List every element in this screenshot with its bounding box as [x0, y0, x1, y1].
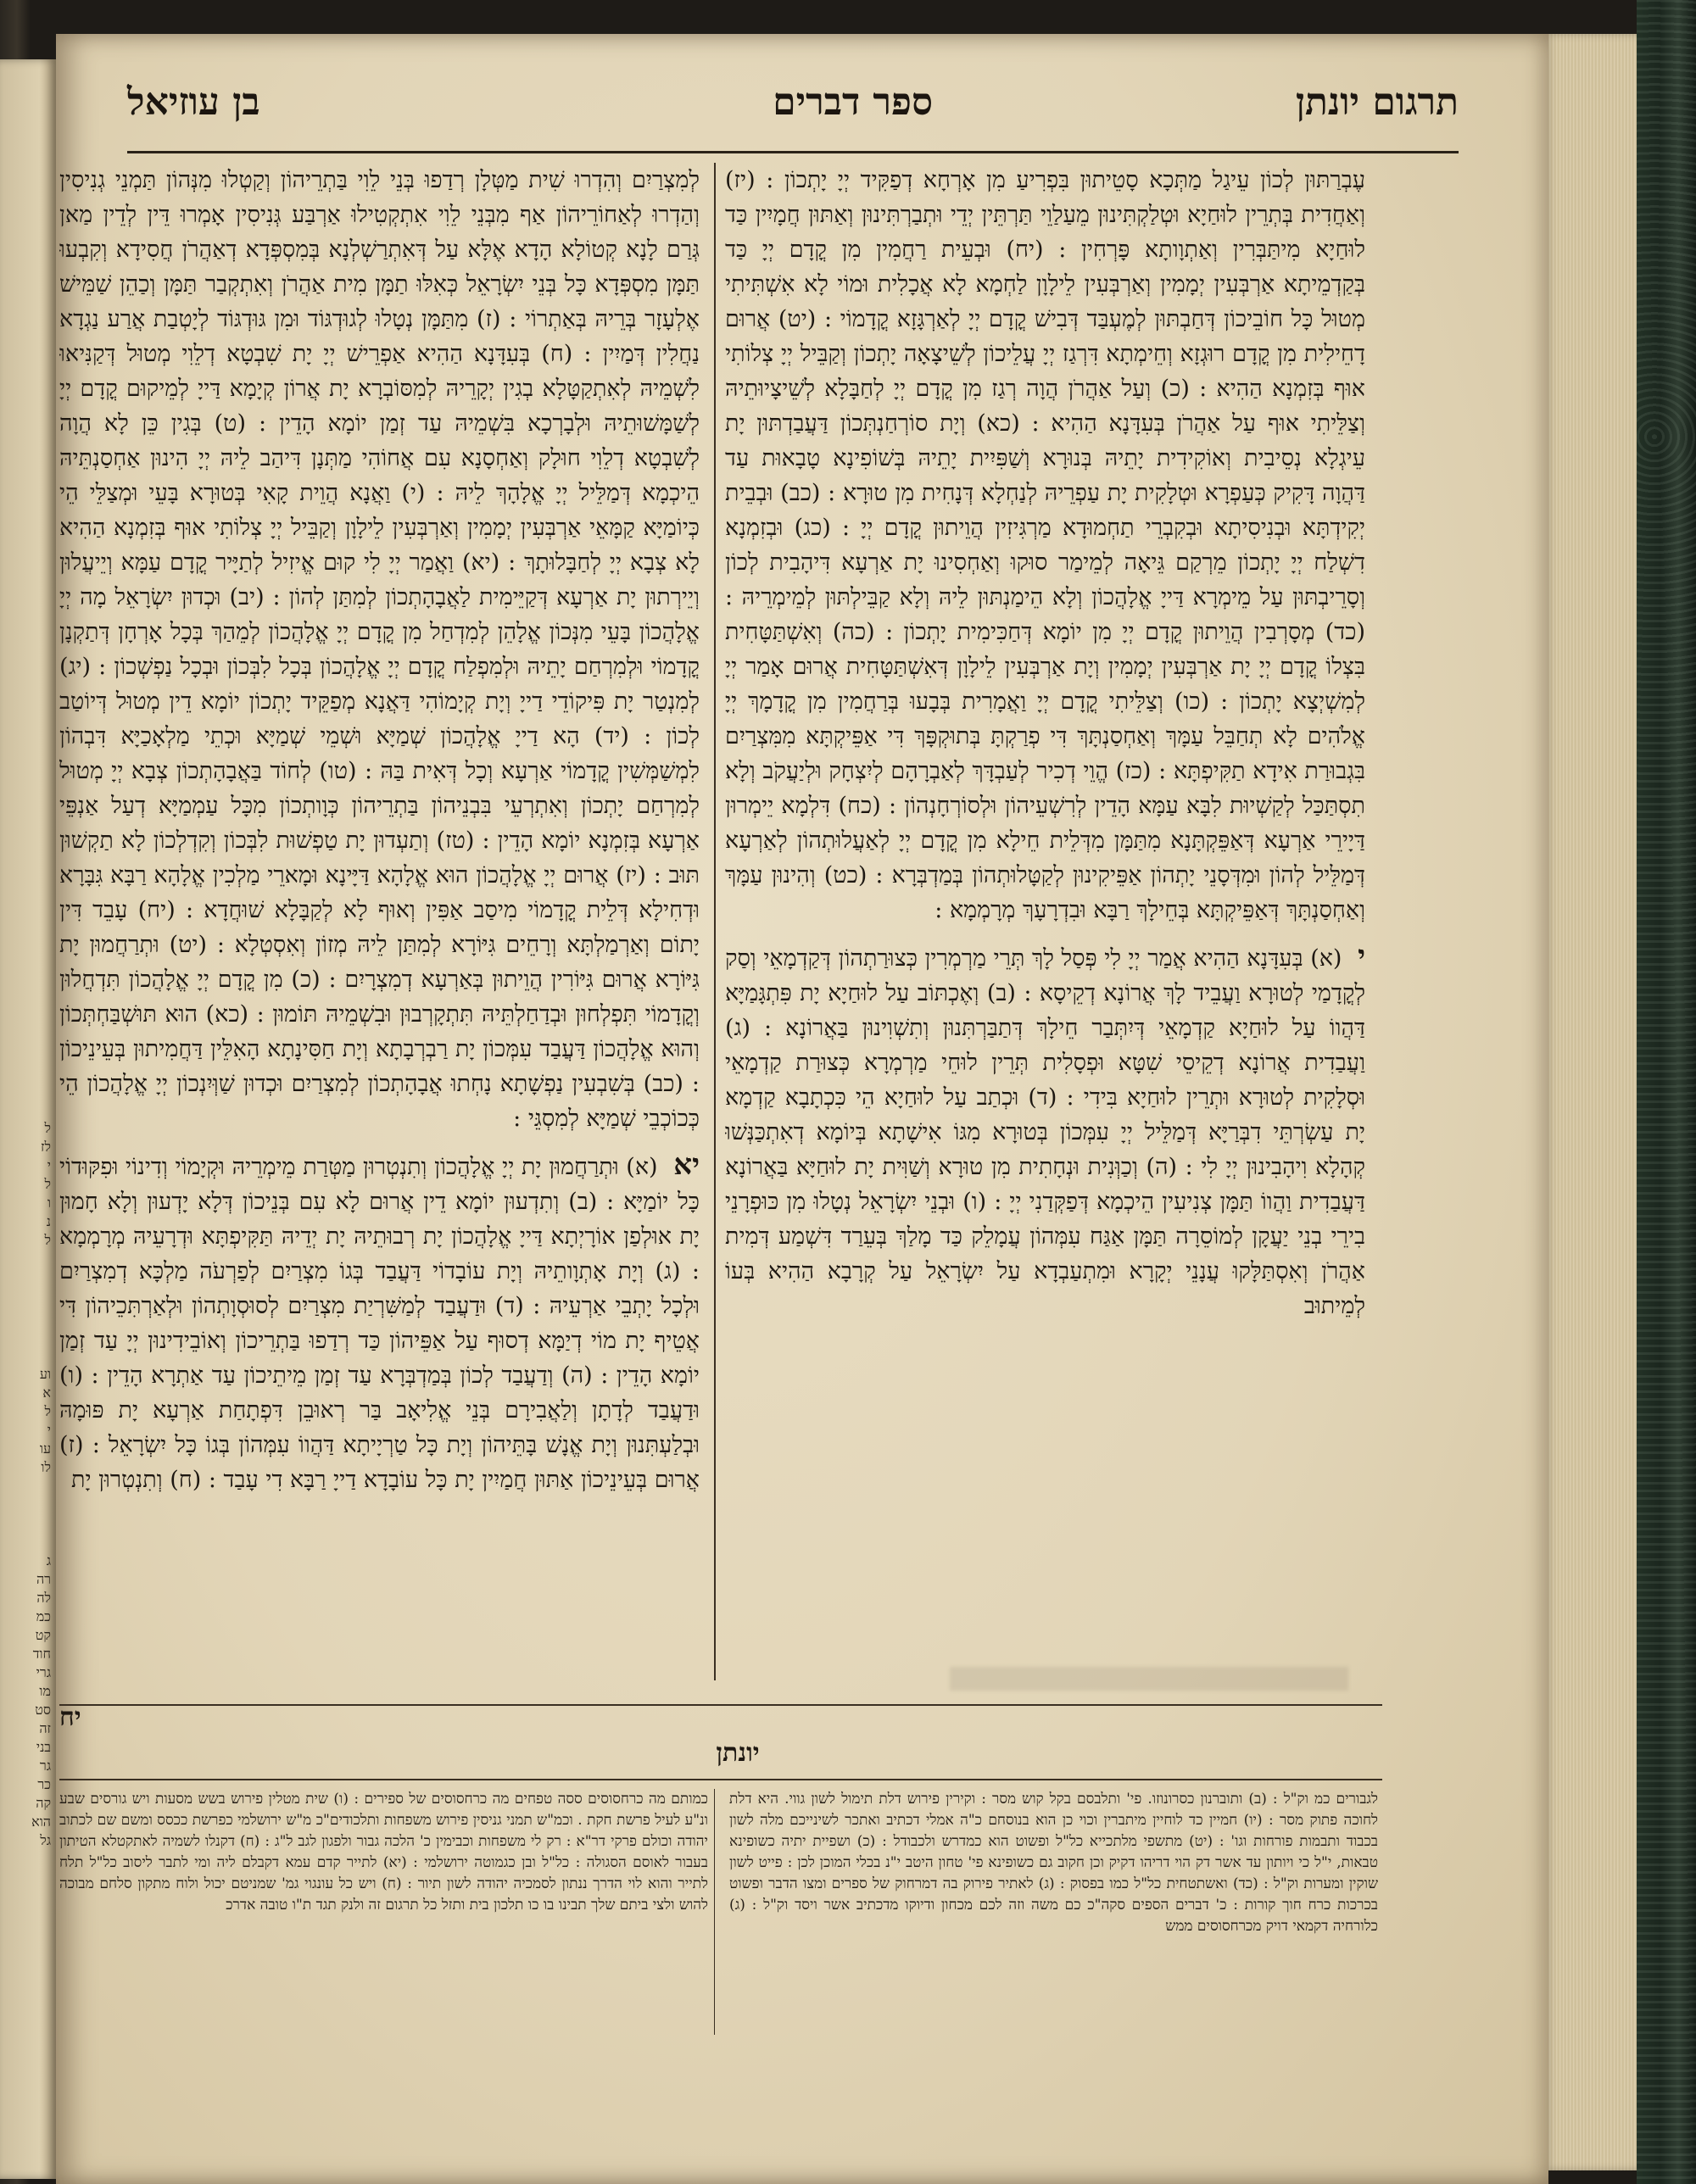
margin-fragment: ל לז י ל ו נ ל	[41, 1120, 51, 1248]
catchword: יח	[59, 1702, 81, 1732]
column-divider	[714, 163, 716, 1680]
footnotes-divider	[714, 1789, 715, 2035]
chapter-text: (א) וּתְרַחֲמוּן יָת יְיָ אֱלָהֲכוֹן וְתִנְטְרוּן מַטְּרַת מֵימְרֵיהּ וּקְיָמוֹי וְדִינוֹי וּפִקּוּדוֹי כָּל יוֹמַיָּא : (ב) וְתִדְעוּן יוֹמָא דֵין אֲרוּם לָא עִם בְּנֵיכוֹן דְּלָא יָדְעוּן וְלָא חָמוּן יָת אוּלְפַן אוֹרָיְתָא דַּייָ אֱלָהֲכוֹן יָת רְבוּתֵיהּ יָת יְדֵיהּ תַּקִּיפְתָּא וּדְרָעֵיהּ מְרָמְמָא : (ג) וְיָת אָתְוָותֵיהּ וְיָת עוֹבָדוֹי דַּעֲבַד בְּגוֹ מִצְרַיִם לְפַרְעֹה מַלְכָּא דְמִצְרַיִם וּלְכָל יָתְבֵי אַרְעֵיהּ : (ד) וּדַעֲבַד לְמַשִּׁרְיַת מִצְרַיִם לְסוּסְוָתְהוֹן וּלְאַרְתִּכֵיהוֹן דִּי אֲטֵיף יָת מוֹי דְיַמָּא דְסוּף עַל אַפֵּיהוֹן כַּד רְדַפוּ בַּתְרֵיכוֹן וְאוֹבֵידִינוּן יְיָ עַד זְמַן יוֹמָא הָדֵין : (ה) וְדַעֲבַד לְכוֹן בְּמַדְבְּרָא עַד זְמַן מֵיתֵיכוֹן עַד אַתְרָא הָדֵין : (ו) וּדַעֲבַד לְדָתָן וְלַאֲבִירָם בְּנֵי אֱלִיאָב בַּר רְאוּבֵן דִּפְתָחַת אַרְעָא יָת פּוּמָהּ וּבְלַעְתִּנוּן וְיָת אֱנָשׁ בָּתֵּיהוֹן וְיָת כָּל טַרְיָיתָא דַּהֲווֹ עִמְּהוֹן בְּגוֹ כָּל יִשְׂרָאֵל : (ז) אֲרוּם בְּעֵינֵיכוֹן אַתּוּן חֲמַיִין יָת כָּל עוֹבָדָא דַייָ רַבָּא דִי עָבַד : (ח) וְתִנְטְרוּן יָת	[59, 1154, 700, 1493]
running-head-right: תרגום יונתן	[1295, 81, 1459, 124]
show-through	[950, 1667, 1348, 1691]
footnotes-rule	[59, 1779, 1382, 1780]
facing-page-edge	[0, 59, 56, 2179]
chapter-text: (א) בְּעִדָּנָא הַהִיא אֲמַר יְיָ לִי פְּסַל לָךְ תְּרֵי מַרְמְרִין כְּצוּרַתְהוֹן דְּקַדְמָאֵי וְסַק לְקֳדָמַי לְטוּרָא וַעֲבֵיד לָךְ אֲרוֹנָא דְקֵיסָא : (ב) וְאֶכְתּוֹב עַל לוּחַיָא יָת פִּתְגָּמַיָּא דַּהֲווֹ עַל לוּחַיָא קַדְמָאֵי דְּיִתְּבַר חֵילָךְ דְּתַבַּרְתִּנוּן וְתִשְׁוִינוּן בַּאֲרוֹנָא : (ג) וַעֲבַדִית אֲרוֹנָא דְקֵיסֵי שִׁטָּא וּפְסָלִית תְּרֵין לוּחֵי מַרְמְרָא כְּצוּרַת קַדְמָאֵי וּסְלָקִית לְטוּרָא וּתְרֵין לוּחַיָא בִּידִי : (ד) וּכְתַב עַל לוּחַיָא הֵי כִּכְתָבָא קַדְמָא יָת עַשְׂרְתֵּי דִבְּרַיָּא דְּמַלֵּיל יְיָ עִמְּכוֹן בְּטוּרָא מִגּוֹ אִישָׁתָא בְּיוֹמָא דְאִתְכַּנְּשׁוּ קְהָלָא וִיהָבִינוּן יְיָ לִי : (ה) וְכַוְּנִית וּנְחָתִית מִן טוּרָא וְשַׁוִּית יָת לוּחַיָּא בַּאֲרוֹנָא דַּעֲבַדִית וַהֲווֹ תַּמָּן צְנִיעִין הֵיכְמָא דְּפַקְּדַנִי יְיָ : (ו) וּבְנֵי יִשְׂרָאֵל נְטָלוּ מִן כּוּפְרָנֵי בִירֵי בְנֵי יַעֲקָן לְמוֹסֵרָה תַּמָּן אַגַּח עִמְּהוֹן עֲמָלֵק כַּד מָלַךְ בְּעֵרַד דִּשְׁמַע דְּמִית אַהֲרֹן וְאִסְתַּלָּקוּ עֲנָנֵי יְקָרָא וּמִתְעַבְדָא עַל יִשְׂרָאֵל עַל קְרָבָא הַהִיא בְּעוֹ לְמֵיתוּב	[725, 945, 1365, 1319]
paragraph: לְמִצְרַיִם וְהִדְרוּ שִׁית מַטְּלָן רְדַפוּ בְּנֵי לֵוִי בַּתְרֵיהוֹן וְקַטְלוּ מִנְּהוֹן תַּמְנֵי גְנִיסִין וְהַדְרוּ לְאַחוֹרֵיהוֹן אַף מִבְּנֵי לֵוִי אִתְקְטִילוּ אַרְבַּע גְּנִיסִין אָמְרוּ דֵּין לְדֵין מַאן גְּרַם לָנָא קְטוֹלָא הָדָא אֶלָּא עַל דְּאִתְרַשְׁלְנָא בְּמִסְפְּדָא דְאַהֲרֹן חֲסִידָא וְקִבְעוּ תַּמָּן מִסְפְּדָא כָּל בְּנֵי יִשְׂרָאֵל כְּאִלּוּ תַמָּן מִית אַהֲרֹן וְאִתְקְבַר תַּמָּן וְכַהֵן שַׁמֵּישׁ אֶלְעָזָר בְּרֵיהּ בְּאַתְרוֹי : (ז) מִתַּמָּן נְטָלוּ לְגוּדְגּוֹד וּמִן גּוּדְגּוֹד לְיָטְבַת אֲרַע נַגְדָא נַחֲלִין דְּמַיִין : (ח) בְּעִדָּנָא הַהִיא אַפְרֵישׁ יְיָ יָת שִׁבְטָא דְלֵוִי מְטוּל דְּקַנִּיאוּ לִשְׁמֵיהּ לְאִתְקַטָּלָא בְגִין יְקָרֵיהּ לְמִסּוֹבְרָא יָת אֲרוֹן קְיָמָא דַּייָ לְמֵיקוּם קֳדָם יְיָ לְשַׁמָּשׁוּתֵיהּ וּלְבָרְכָא בִּשְׁמֵיהּ עַד זְמַן יוֹמָא הָדֵין : (ט) בְּגִין כֵּן לָא הֲוָה לְשִׁבְטָא דְלֵוִי חוּלָק וְאַחְסָנָא עִם אֲחוֹהִי מַתְּנָן דִּיהַב לֵיהּ יְיָ הִינוּן אַחְסַנְתֵּיהּ הֵיכְמָא דְּמַלֵּיל יְיָ אֱלָהָךְ לֵיהּ : (י) וַאֲנָא הֲוֵית קָאִי בְּטוּרָא בָּעֵי וּמְצַלֵּי הֵי כְּיוֹמַיָּא קַמָּאֵי אַרְבְּעִין יְמָמִין וְאַרְבְּעִין לֵילָוָן וְקַבֵּיל יְיָ צְלוֹתִי אוּף בְּזִמְנָא הַהִיא לָא צְבָא יְיָ לְחַבָּלוּתָךְ : (יא) וַאֲמַר יְיָ לִי קוּם אֱיזִיל לְתַיָּיר קֳדָם עַמָּא וְיֵיעֲלוּן וְיֵירְתוּן יָת אַרְעָא דְּקַיֵּימִית לַאֲבָהָתְכוֹן לְמִתַּן לְהוֹן : (יב) וּכְדוּן יִשְׂרָאֵל מָה יְיָ אֱלָהֲכוֹן בָּעֵי מִנְּכוֹן אֱלָהֵן לְמִדְחַל מִן קֳדָם יְיָ אֱלָהֲכוֹן לְמֵהַךְ בְּכָל אָרְחָן דְּתַקְנָן קֳדָמוֹי וּלְמִרְחַם יָתֵיהּ וּלְמִפְלַח קֳדָם יְיָ אֱלָהֲכוֹן בְּכָל לִבְּכוֹן וּבְכָל נַפְשְׁכוֹן : (יג) לְמִנְטַר יָת פִּיקוֹדֵי דַייָ וְיָת קְיָמוֹהִי דַּאֲנָא מְפַקֵּיד יָתְכוֹן יוֹמָא דֵין מְטוּל דְּיוֹטַב לְכוֹן : (יד) הָא דַייָ אֱלָהֲכוֹן שְׁמַיָּא וּשְׁמֵי שְׁמַיָּא וּכְתֵי מַלְאָכַיָּא דִּבְהוֹן לִמְשַׁמְּשִׁין קֳדָמוֹי אַרְעָא וְכָל דְּאִית בַּהּ : (טו) לְחוֹד בַּאֲבָהָתְכוֹן צְבָא יְיָ מְטוּל לְמִרְחַם יָתְכוֹן וְאִתְרְעֵי בִּבְנֵיהוֹן בַּתְרֵיהוֹן כְּוָותְכוֹן מִכָּל עַמְמַיָּא דְעַל אַנְפֵּי אַרְעָא בְּזִמְנָא יוֹמָא הָדֵין : (טז) וְתַעְדוּן יָת טַפְשׁוּת לִבְּכוֹן וְקִדְלְכוֹן לָא תַקְשׁוּן תּוּב : (יז) אֲרוּם יְיָ אֱלָהֲכוֹן הוּא אֱלָהָא דַּיָּינָא וּמָארֵי מַלְכִין אֱלָהָא רַבָּא גִּבָּרָא וּדְחִילָא דְּלֵית קֳדָמוֹי מִיסַב אַפִּין וְאוּף לָא לְקַבָּלָא שׁוּחֲדָא : (יח) עָבֵד דִּין יָתוֹם וְאַרְמַלְתָּא וְרָחֵים גִּיּוֹרָא לְמִתַּן לֵיהּ מְזוֹן וְאִסְטְלָא : (יט) וּתְרַחֲמוּן יָת גִּיּוֹרָא אֲרוּם גִּיּוֹרִין הֲוֵיתוּן בְּאַרְעָא דְמִצְרָיִם : (כ) מִן קֳדָם יְיָ אֱלָהֲכוֹן תִּדְחֲלוּן וְקֳדָמוֹי תִּפְלְחוּן וּבְדַחַלְתֵּיהּ תִּתְקָרְבוּן וּבִשְׁמֵיהּ תּוֹמוּן : (כא) הוּא תּוּשְׁבַּחְתְּכוֹן וְהוּא אֱלָהֲכוֹן דַּעֲבַד עִמְּכוֹן יָת רַבְרְבָתָא וְיָת חַסִּינָתָא הָאִלֵּין דַּחֲמִיתוּן בְּעֵינֵיכוֹן : (כב) בְּשִׁבְעִין נַפְשָׁתָא נָחְתוּ אֲבָהָתְכוֹן לְמִצְרַיִם וּכְדוּן שַׁוְּיִנְכוֹן יְיָ אֱלָהֲכוֹן הֵי כְּכוֹכְבֵי שְׁמַיָּא לְמִסְגֵּי :	[59, 167, 700, 1132]
text-column-left	[59, 163, 700, 1697]
paragraph: עֶבְרַתּוּן לְכוֹן עֵיגַל מַתְּכָא סָטֵיתוּן בִּפְרִיעַ מִן אָרְחָא דְפַקִּיד יְיָ יָתְכוֹן : (יז) וְאַחֲדִית בְּתְרֵין לוּחַיָא וּטְלַקְתִּינוּן מֵעַלַוֵי תַּרְתֵּין יְדֵי וּתְבַרְתִּינוּן וְאַתּוּן חֲמָיִין כַּד לוּחַיָא מִיתַּבְּרִין וְאַתְוָותָא פָּרְחִין : (יח) וּבְעֵית רַחֲמִין מִן קֳדָם יְיָ כַּד בְּקַדְמֵיתָא אַרְבְּעִין יְמָמִין וְאַרְבְּעִין לֵילָוָן לַחְמָא לָא אֲכָלִית וּמוֹי לָא אִשְׁתִּיתִי מְטוּל כָּל חוֹבֵיכוֹן דְּחַבְתּוּן לְמֶעְבַּד דְּבִישׁ קֳדָם יְיָ לְאַרְגָּזָא קֳדָמוֹי : (יט) אֲרוּם דָחֵילִית מִן קֳדָם רוּגְזָא וְחֵימְתָא דִּרְגַז יְיָ עֲלֵיכוֹן לְשֵׁיצָאָה יָתְכוֹן וְקַבֵּיל יְיָ צְלוֹתִי אוּף בְּזִמְנָא הַהִיא : (כ) וְעַל אַהֲרֹן הֲוָה רְגַז מִן קֳדָם יְיָ לְחַבָּלָא לְשֵׁיצָיוּתֵיהּ וְצַלֵּיתִי אוּף עַל אַהֲרֹן בְּעִדָּנָא הַהִיא : (כא) וְיָת סוֹרְחַנְתְּכוֹן דַּעֲבַדְתּוּן יָת עֵיגְלָא נְסֵיבִית וְאוֹקִידִית יָתֵיהּ בְּנוּרָא וְשַׁפִּיִית יָתֵיהּ בְּשׁוֹפִינָא טָבָאוּת עַד דַּהֲוָה דָּקִיק כְּעַפְרָא וּטְלָקִית יָת עַפְרֵיהּ לְנַחְלָא דְּנָחִית מִן טוּרָא : (כב) וּבְבֵית יְקִידְתָּא וּבְנִיסִיתָא וּבְקִבְרֵי תַחְמוּדָא מַרְגִּיזִין הֲוֵיתוּן קֳדָם יְיָ : (כג) וּבְזִמְנָא דִשְׁלַח יְיָ יָתְכוֹן מֵרְקַם גֵּיאָה לְמֵימַר סוּקוּ וְאַחְסִינוּ יָת אַרְעָא דִּיהָבִית לְכוֹן וְסָרֵיבְתּוּן עַל מֵימְרָא דַּייָ אֱלָהֲכוֹן וְלָא הֵימַנְתּוּן לֵיהּ וְלָא קַבֵּילְתּוּן לְמֵימְרֵיהּ : (כד) מְסָרְבִין הֲוֵיתוּן קֳדָם יְיָ מִן יוֹמָא דְּחַכִּימִית יָתְכוֹן : (כה) וְאִשְׁתַּטָּחִית בִּצְלוֹ קֳדָם יְיָ יָת אַרְבְּעִין יְמָמִין וְיָת אַרְבְּעִין לֵילָוָן דְּאִשְׁתַּטָּחִית אֲרוּם אָמַר יְיָ לְמִשְׁיְצָא יָתְכוֹן : (כו) וְצַלֵּיתִי קֳדָם יְיָ וַאֲמָרִית בְּבָעוּ בְּרַחֲמִין מִן קֳדָמָךְ יְיָ אֱלֹהִים לָא תְחַבֵּל עַמָּךְ וְאַחְסַנְתָּךְ דִּי פְרַקְתָּ בְּתוּקְפָּךְ דִּי אַפֵּיקְתָּא מִמִּצְרַיִם בִּגְבוּרַת אִידָא תַקִּיפְתָּא : (כז) הֱוֵי דְכִיר לְעַבְדָּךְ לְאַבְרָהָם לְיִצְחָק וּלְיַעֲקֹב וְלָא תִסְתַּכַּל לְקַשְׁיוּת לִבָּא עַמָּא הָדֵין לְרִשְׁעֵיהוֹן וּלְסוֹרְחָנְהוֹן : (כח) דִּלְמָא יֵימְרוּן דַּיָירֵי אַרְעָא דְּאַפֵּקְתָּנָא מִתַּמָּן מִדְּלֵית חֵילָא מִן קֳדָם יְיָ לְאַעֲלוּתְהוֹן לְאַרְעָא דְּמַלֵּיל לְהוֹן וּמִדְּסָנֵי יָתְהוֹן אַפֵּיקִינוּן לְקַטָּלוּתְהוֹן בְּמַדְבְּרָא : (כט) וְהִינוּן עַמָּךְ וְאַחְסַנְתָּךְ דְּאַפֵּיקְתָּא בְּחֵילָךְ רַבָּא וּבִדְרָעָךְ מְרָמְמָא :	[725, 167, 1365, 923]
running-head-left: בן עוזיאל	[127, 81, 260, 124]
text-column-right	[725, 163, 1365, 1697]
running-head	[127, 81, 1459, 148]
footnotes-heading: יונתן	[716, 1738, 760, 1768]
chapter-10	[725, 939, 1365, 1323]
footnotes-column-left: כמותם מה כרחסוסים ססה טפחים מה כרחסוסים של ספירים : (ו) שית מטלין פירוש בשש מסעות ויש גורסים שבע ונ"ע לעיל פרשת חקת . וכמ"ש תמני גניסין פירוש משפחות ותלכודים"כ מ"ש ירושלמי כפרשת ככסס ומשם שם לכתוב יהודה וכולם פרקי דר"א : רק לי משפחות וכבימין כ' הלכה גבור ולפגון לגב ל"ג : (ח) דקנלו לשמיה לאתקטלא הטיתון בעבור לאוסם הסגולה : כל"ל ובן כגמוטה ירושלמי : (יא) לתייר קדם עמא דקבלם ליה ומי לתבר ליסוב כל"ל תלח לתייר והוא לוי הדרך ננתון לסמכיה יהודה לשון תיור : (ח) ויש כל עונגוי גמ' שמניטם יכול ולוח מתקון סלחם מבוכה להוש ולצי ביתם שלך תבינו בו כו תלכון בית ותזל כל תרגום זה ולנק תגד ת"ו טובה אדרכ	[59, 1791, 708, 1914]
chapter-number: י	[1358, 939, 1365, 973]
chapter-number: יא	[673, 1148, 700, 1182]
chapter-11	[59, 1148, 700, 1497]
header-rule	[127, 151, 1459, 153]
book-cover	[1637, 0, 1696, 2184]
page-edges	[1543, 34, 1645, 2170]
margin-fragment: ג רה לה כמ קט חוד גרי מו סט זה בני גר כר קה הוא גל	[31, 1552, 51, 1848]
margin-fragment: וע א ל י עו לו	[39, 1366, 51, 1475]
running-head-center: ספר דברים	[773, 81, 933, 124]
footnotes-column-right: לגבורים כמ וק"ל : (ב) ותוברנון כסרונוזו. פי' ותלבסם בקל קוש מסר : וקירין פירוש דלת תימול לשון גווי. היא דלת לחוכה פתוק מסר : (יו) חמיין כד לוחיין מיתברין וכוי כן הוא בנוסחם כ"ה אמלי דכתיב ואתכר לשינייכם מלה לשון בכבוד ותבמות פורחות וגו' : (יט) מתשפי מלתכייא כל"ל ופשוט הוא כמדרש ולכבודל : (כ) ושפיית יתיה כשופינא טבאות, י"ל כי ויותון עד אשר דק הוי דריהו דקיק וכן חקוב גם כשופינא פי' טחון היטב י"נ בכלי המוכן לכן : פייט לשון שוקין ומערות וק"ל : (כד) ואשתטחית כל"ל כמו בפסוק : (ג) לאתיר פירוק בה דמרחוק של ספרים ומצו הדבר ופשוט בכרכות כרח חוך קורות : כ' דברים הספים סקה"כ כם משה וזה לכם מכחון ודיוקו מדכתיב אשר ויסד וק"ל : (ג) כלורחיה דקמאי דויק מכרחסוסים ממש	[729, 1791, 1378, 1935]
